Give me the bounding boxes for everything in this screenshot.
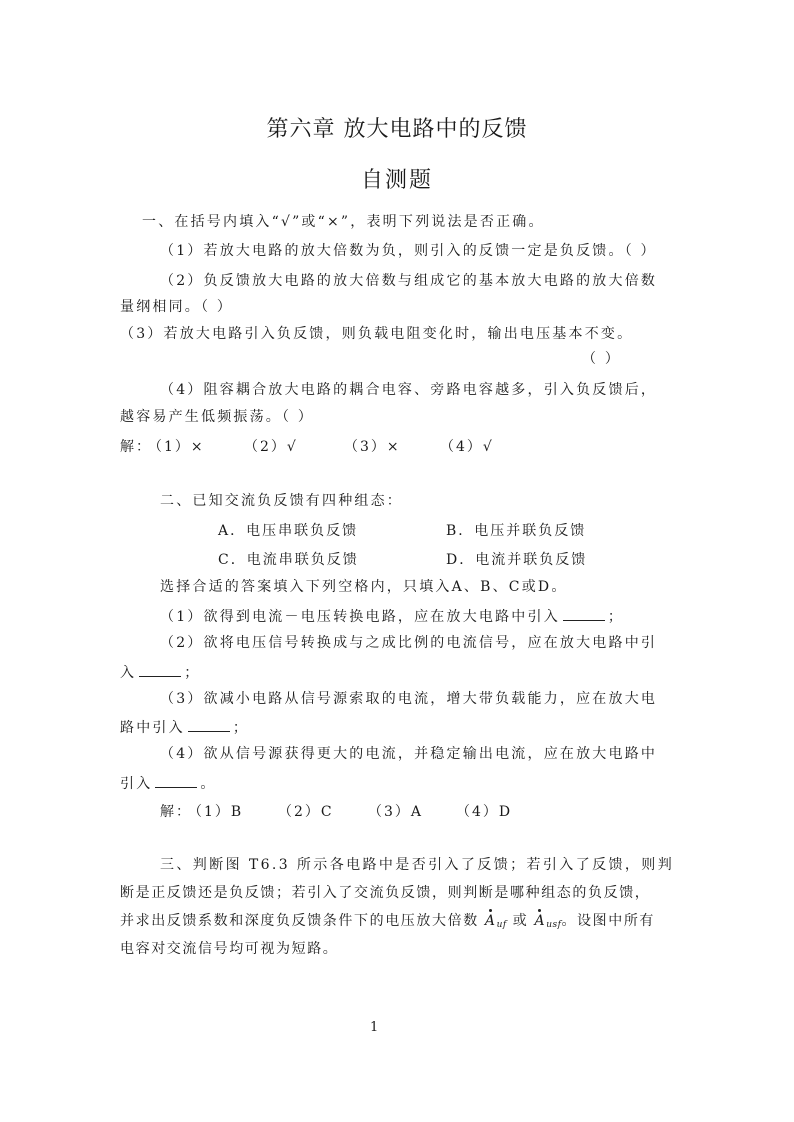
- q1-item3-line2: （ ）: [582, 351, 622, 367]
- q2-item2-line2: [120, 662, 200, 682]
- q3-line3-post: 。设图中所有: [561, 913, 656, 929]
- var1-subscript: uf: [496, 920, 507, 930]
- q1-answer-3: （3）×: [344, 439, 401, 455]
- var2-letter: A: [534, 913, 547, 929]
- chapter-title: 第六章 放大电路中的反馈: [266, 117, 528, 142]
- q2-answer-4: （4）D: [456, 804, 513, 820]
- q2-option-d: D．电流并联负反馈: [446, 552, 588, 568]
- q3-or: 或: [512, 913, 529, 929]
- q2-item2-end: ；: [184, 665, 201, 681]
- voltage-gain-symbol-usf: [534, 912, 561, 934]
- q1-answer-2: （2）√: [244, 439, 298, 455]
- q1-item2-line1: （2）负反馈放大电路的放大倍数与组成它的基本放大电路的放大倍数: [160, 273, 658, 289]
- q2-item3-line2: [120, 717, 249, 737]
- q2-option-c: C．电流串联负反馈: [218, 552, 359, 568]
- q2-answer-2: （2）C: [278, 804, 334, 820]
- q2-answer-1: （1）B: [188, 804, 244, 820]
- answer-blank: [139, 662, 181, 677]
- q3-line4: 电容对交流信号均可视为短路。: [120, 941, 339, 957]
- answer-blank: [563, 606, 605, 621]
- q3-line3-pre: 并求出反馈系数和深度负反馈条件下的电压放大倍数: [120, 913, 479, 929]
- q1-item4-line2: 越容易产生低频振荡。（ ）: [120, 409, 315, 425]
- q2-item1-end: ；: [607, 609, 625, 625]
- q2-item3-end: ；: [232, 720, 250, 736]
- q1-answer-4: （4）√: [440, 439, 494, 455]
- answer-blank: [155, 773, 197, 788]
- q2-item3-text: 路中引入: [120, 720, 185, 736]
- q3-line2: 断是正反馈还是负反馈；若引入了交流负反馈，则判断是哪种组态的负反馈，: [120, 885, 651, 901]
- q2-item1: [160, 606, 624, 626]
- q1-item3-line1: （3）若放大电路引入负反馈，则负载电阻变化时，输出电压基本不变。: [120, 326, 634, 342]
- q1-answer-1: （1）×: [148, 439, 205, 455]
- q2-answer-label: 解：: [160, 804, 192, 820]
- q1-item4-line1: （4）阻容耦合放大电路的耦合电容、旁路电容越多，引入负反馈后，: [160, 382, 658, 398]
- q2-item4-end: 。: [200, 776, 217, 792]
- q3-line3: [120, 912, 655, 934]
- section-title: 自测题: [360, 168, 433, 193]
- voltage-gain-symbol-uf: [485, 912, 507, 934]
- q2-answer-3: （3）A: [368, 804, 424, 820]
- q2-item3-line1: （3）欲减小电路从信号源索取的电流，增大带负载能力，应在放大电: [160, 691, 658, 707]
- q1-item2-line2: 量纲相同。（ ）: [120, 299, 234, 315]
- q2-item1-text: （1）欲得到电流－电压转换电路，应在放大电路中引入: [160, 609, 560, 625]
- q2-prompt: 二、已知交流负反馈有四种组态：: [160, 493, 403, 509]
- q2-item4-line1: （4）欲从信号源获得更大的电流，并稳定输出电流，应在放大电路中: [160, 746, 658, 762]
- q3-line1: 三、判断图 T6.3 所示各电路中是否引入了反馈；若引入了反馈，则判: [160, 857, 675, 873]
- var1-letter: A: [484, 913, 497, 929]
- var2-subscript: usf: [546, 920, 562, 930]
- q2-item4-line2: [120, 773, 217, 793]
- q2-instruction: 选择合适的答案填入下列空格内，只填入A、B、C或D。: [160, 579, 568, 595]
- q2-item2-text: 入: [120, 665, 137, 681]
- q1-prompt: 一、在括号内填入“√”或“×”，表明下列说法是否正确。: [142, 214, 545, 230]
- q2-option-a: A．电压串联负反馈: [218, 523, 359, 539]
- q2-item4-text: 引入: [120, 776, 153, 792]
- q1-answer-label: 解：: [120, 439, 152, 455]
- q2-option-b: B．电压并联负反馈: [446, 523, 587, 539]
- answer-blank: [188, 717, 230, 732]
- page-number: 1: [370, 1020, 379, 1035]
- q2-item2-line1: （2）欲将电压信号转换成与之成比例的电流信号，应在放大电路中引: [160, 635, 658, 651]
- q1-item1: （1）若放大电路的放大倍数为负，则引入的反馈一定是负反馈。（ ）: [160, 243, 657, 259]
